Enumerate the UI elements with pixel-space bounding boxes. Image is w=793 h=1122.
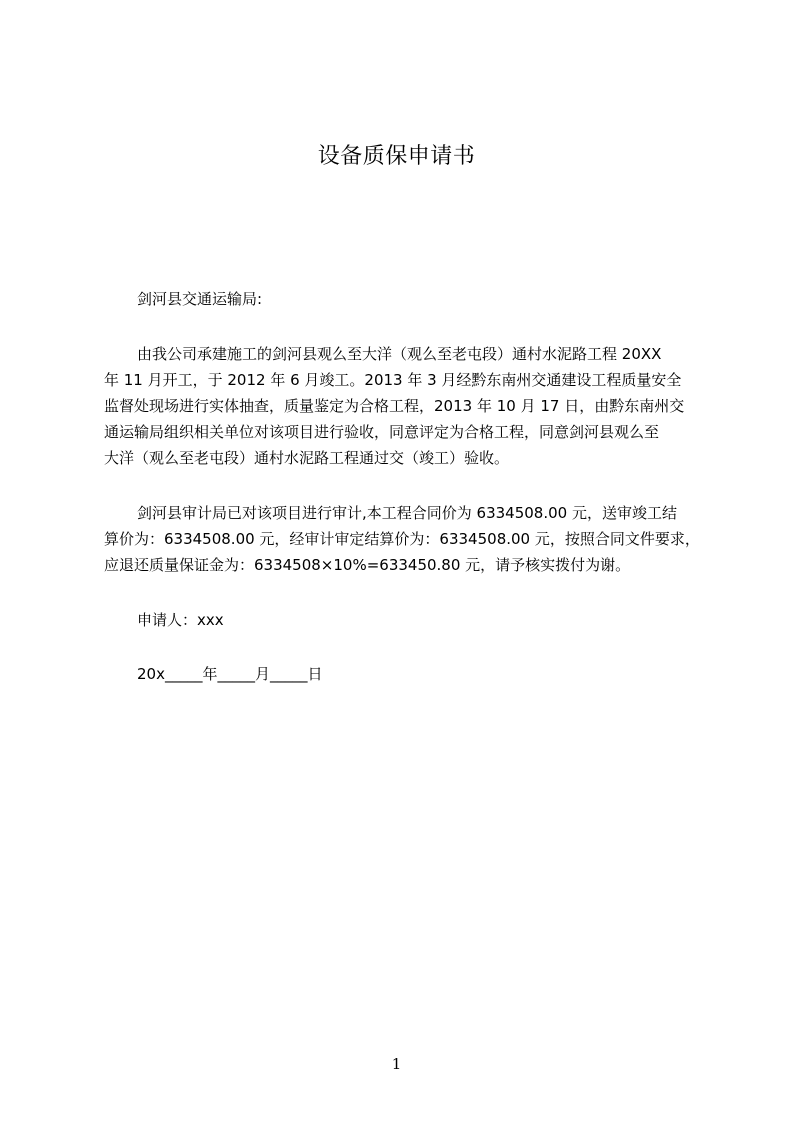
paragraph-1-line-4: 通运输局组织相关单位对该项目进行验收，同意评定为合格工程，同意剑河县观么至 <box>104 423 660 441</box>
paragraph-2-line-3: 应退还质量保证金为：6334508×10%=633450.80 元，请予核实拨付为谢。 <box>104 556 631 574</box>
paragraph-2-line-1: 剑河县审计局已对该项目进行审计,本工程合同价为 6334508.00 元，送审竣工结 <box>137 504 677 522</box>
paragraph-2-line-2: 算价为：6334508.00 元，经审计审定结算价为：6334508.00 元，按照合同文件要求， <box>104 530 700 548</box>
paragraph-1-line-2: 年 11 月开工，于 2012 年 6 月竣工。2013 年 3 月经黔东南州交通建设工程质量安全 <box>104 371 682 389</box>
page-number: 1 <box>391 1055 402 1073</box>
paragraph-1-line-5: 大洋（观么至老屯段）通村水泥路工程通过交（竣工）验收。 <box>104 449 510 467</box>
paragraph-1-line-3: 监督处现场进行实体抽查，质量鉴定为合格工程，2013 年 10 月 17 日，由黔东南州交 <box>104 397 685 415</box>
document-title: 设备质保申请书 <box>317 144 476 169</box>
paragraph-1-line-1: 由我公司承建施工的剑河县观么至大洋（观么至老屯段）通村水泥路工程 20XX <box>137 345 662 363</box>
recipient-line: 剑河县交通运输局: <box>137 290 263 308</box>
date-line: 20x_____年_____月_____日 <box>137 665 323 683</box>
applicant-line: 申请人：xxx <box>137 611 224 629</box>
